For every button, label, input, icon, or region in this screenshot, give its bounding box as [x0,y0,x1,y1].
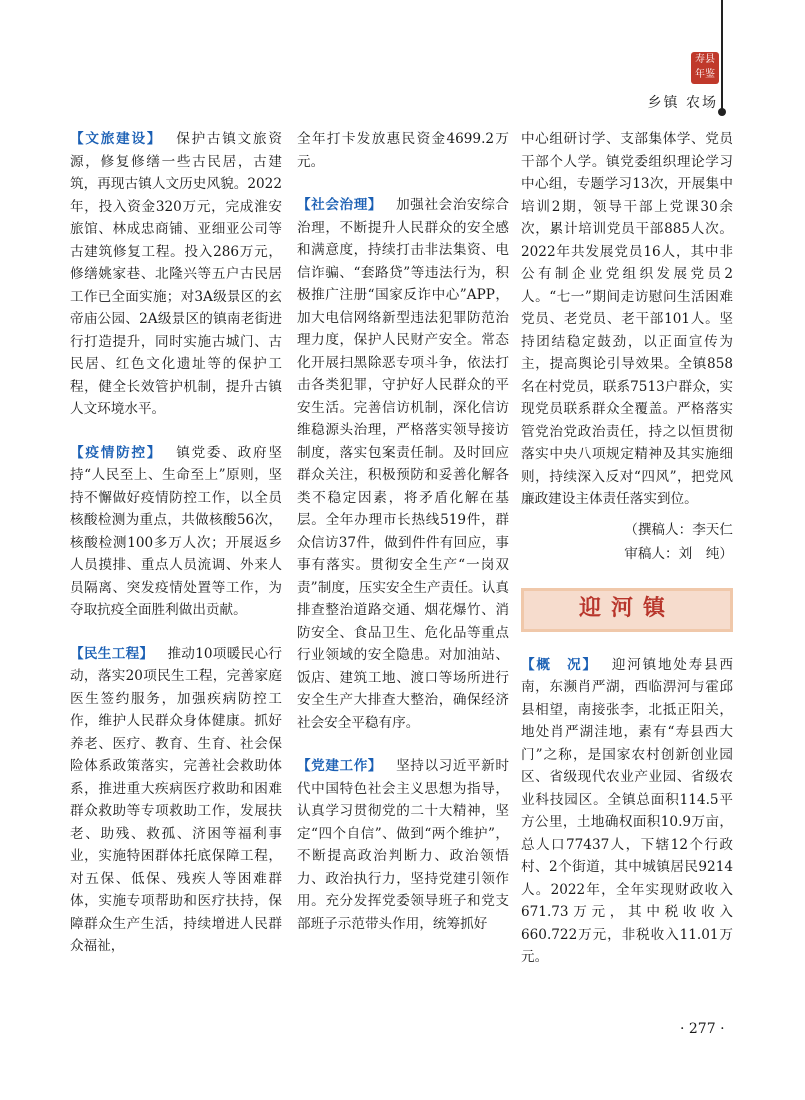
tag-social-governance: 【社会治理】 [297,197,383,213]
paragraph-party-building-cont [521,128,733,511]
author-line: （撰稿人：李天仁 [624,521,733,538]
text-overview: 迎河镇地处寿县西南，东濒肖严湖，西临淠河与霍邱县相望，南接张李，北抵正阳关，地处肖严湖洼地，素有“寿县西大门”之称，是国家农村创新创业园区、省级现代农业产业园、省级农业科技园区。全镇总面积114.5平方公里，土地确权面积10.9万亩，总人口77437人，下辖12个行政村、2个街道，其中城镇居民9214人。2022年，全年实现财政收入671.73万元，其中税收收入660.722万元，非税收入11.01万元。 [521,656,734,965]
paragraph-social-governance [297,194,509,734]
header-dot [718,108,726,116]
text-culture-tourism: 保护古镇文旅资源，修复修缮一些古民居，古建筑，再现古镇人文历史风貌。2022年，投入资金320万元，完成淮安旅馆、林成忠商铺、亚细亚公司等古建筑修复工程。投入286万元，修缮姚家巷、北隆兴等五户古民居工作已全面实施；对3A级景区的玄帝庙公园、2A级景区的镇南老街进行打造提升，同时实施古城门、古民居、红色文化遗址等的保护工程，健全长效管护机制，提升古镇人文环境水平。 [70,131,282,417]
tag-culture-tourism: 【文旅建设】 [70,131,163,147]
paragraph-overview [521,654,733,969]
paragraph-livelihood [70,643,282,958]
paragraph-culture-tourism [70,128,282,421]
reviewer-line: 审稿人：刘 纯） [624,545,733,562]
column-1 [70,128,282,979]
header-rule [721,0,723,112]
text-social-governance: 加强社会治安综合治理，不断提升人民群众的安全感和满意度，持续打击非法集资、电信诈骗、“套路贷”等违法行为，积极推广注册“国家反诈中心”APP，加大电信网络新型违法犯罪防范治理力度，保护人民财产安全。常态化开展扫黑除恶专项斗争，依法打击各类犯罪，守护好人民群众的平安生活。完善信访机制，深化信访维稳源头治理，严格落实领导接访制度，落实包案责任制。及时回应群众关注，积极预防和妥善化解各类不稳定因素，将矛盾化解在基层。全年办理市长热线519件，群众信访37件，做到件件有回应，事事有落实。贯彻安全生产“一岗双责”制度，压实安全生产责任。认真排查整治道路交通、烟花爆竹、消防安全、食品卫生、危化品等重点行业领域的安全隐患。对加油站、饭店、建筑工地、渡口等场所进行安全生产大排查大整治，确保经济社会安全平稳有序。 [297,197,510,731]
text-livelihood-cont: 全年打卡发放惠民资金4699.2万元。 [297,131,509,170]
text-epidemic: 镇党委、政府坚持“人民至上、生命至上”原则，坚持不懈做好疫情防控工作，以全员核酸检测为重点，共做核酸56次，核酸检测100多万人次；开展返乡人员摸排、重点人员流调、外来人员隔离、突发疫情处置等工作，为夺取抗疫全面胜利做出贡献。 [70,444,282,618]
text-party-building-cont: 中心组研讨学、支部集体学、党员干部个人学。镇党委组织理论学习中心组，专题学习13次，开展集中培训2期，领导干部上党课30余次，累计培训党员干部885人次。2022年共发展党员16人，其中非公有制企业党组织发展党员2人。“七一”期间走访慰问生活困难党员、老党员、老干部101人。坚持团结稳定鼓劲，以正面宣传为主，提高舆论引导效果。全镇858名在村党员，联系7513户群众，实现党员联系群众全覆盖。严格落实管党治党政治责任，持之以恒贯彻落实中央八项规定精神及其实施细则，持续深入反对“四风”，把党风廉政建设主体责任落实到位。 [521,131,733,507]
town-title: 迎河镇 [578,596,675,622]
column-3 [521,128,733,990]
text-livelihood: 推动10项暖民心行动，落实20项民生工程，完善家庭医生签约服务，加强疾病防控工作，维护人民群众身体健康。抓好养老、医疗、教育、生育、社会保险体系政策落实，完善社会救助体系，推进重大疾病医疗救助和困难群众救助等专项救助工作，发展扶老、助残、救孤、济困等福利事业，实施特困群体托底保障工程，对五保、低保、残疾人等困难群体，实施专项帮助和医疗扶持，保障群众生产生活，持续增进人民群众福祉， [70,645,282,954]
column-2 [297,128,509,956]
town-title-banner [521,588,733,632]
tag-livelihood: 【民生工程】 [70,645,154,662]
section-label: 乡镇 农场 [647,95,718,111]
page-number: · 277 · [680,1021,725,1037]
paragraph-livelihood-cont [297,128,509,173]
tag-epidemic: 【疫情防控】 [70,444,163,461]
tag-overview: 【概 况】 [521,656,598,673]
paragraph-epidemic [70,442,282,622]
author-credit [521,518,733,566]
yearbook-logo: 寿县年鉴 [691,52,719,84]
tag-party-building: 【党建工作】 [297,758,383,774]
text-party-building: 坚持以习近平新时代中国特色社会主义思想为指导，认真学习贯彻党的二十大精神，坚定“四个自信”、做到“两个维护”，不断提高政治判断力、政治领悟力、政治执行力，坚持党建引领作用。充分发挥党委领导班子和党支部班子示范带头作用，统筹抓好 [297,758,510,932]
paragraph-party-building [297,755,509,935]
